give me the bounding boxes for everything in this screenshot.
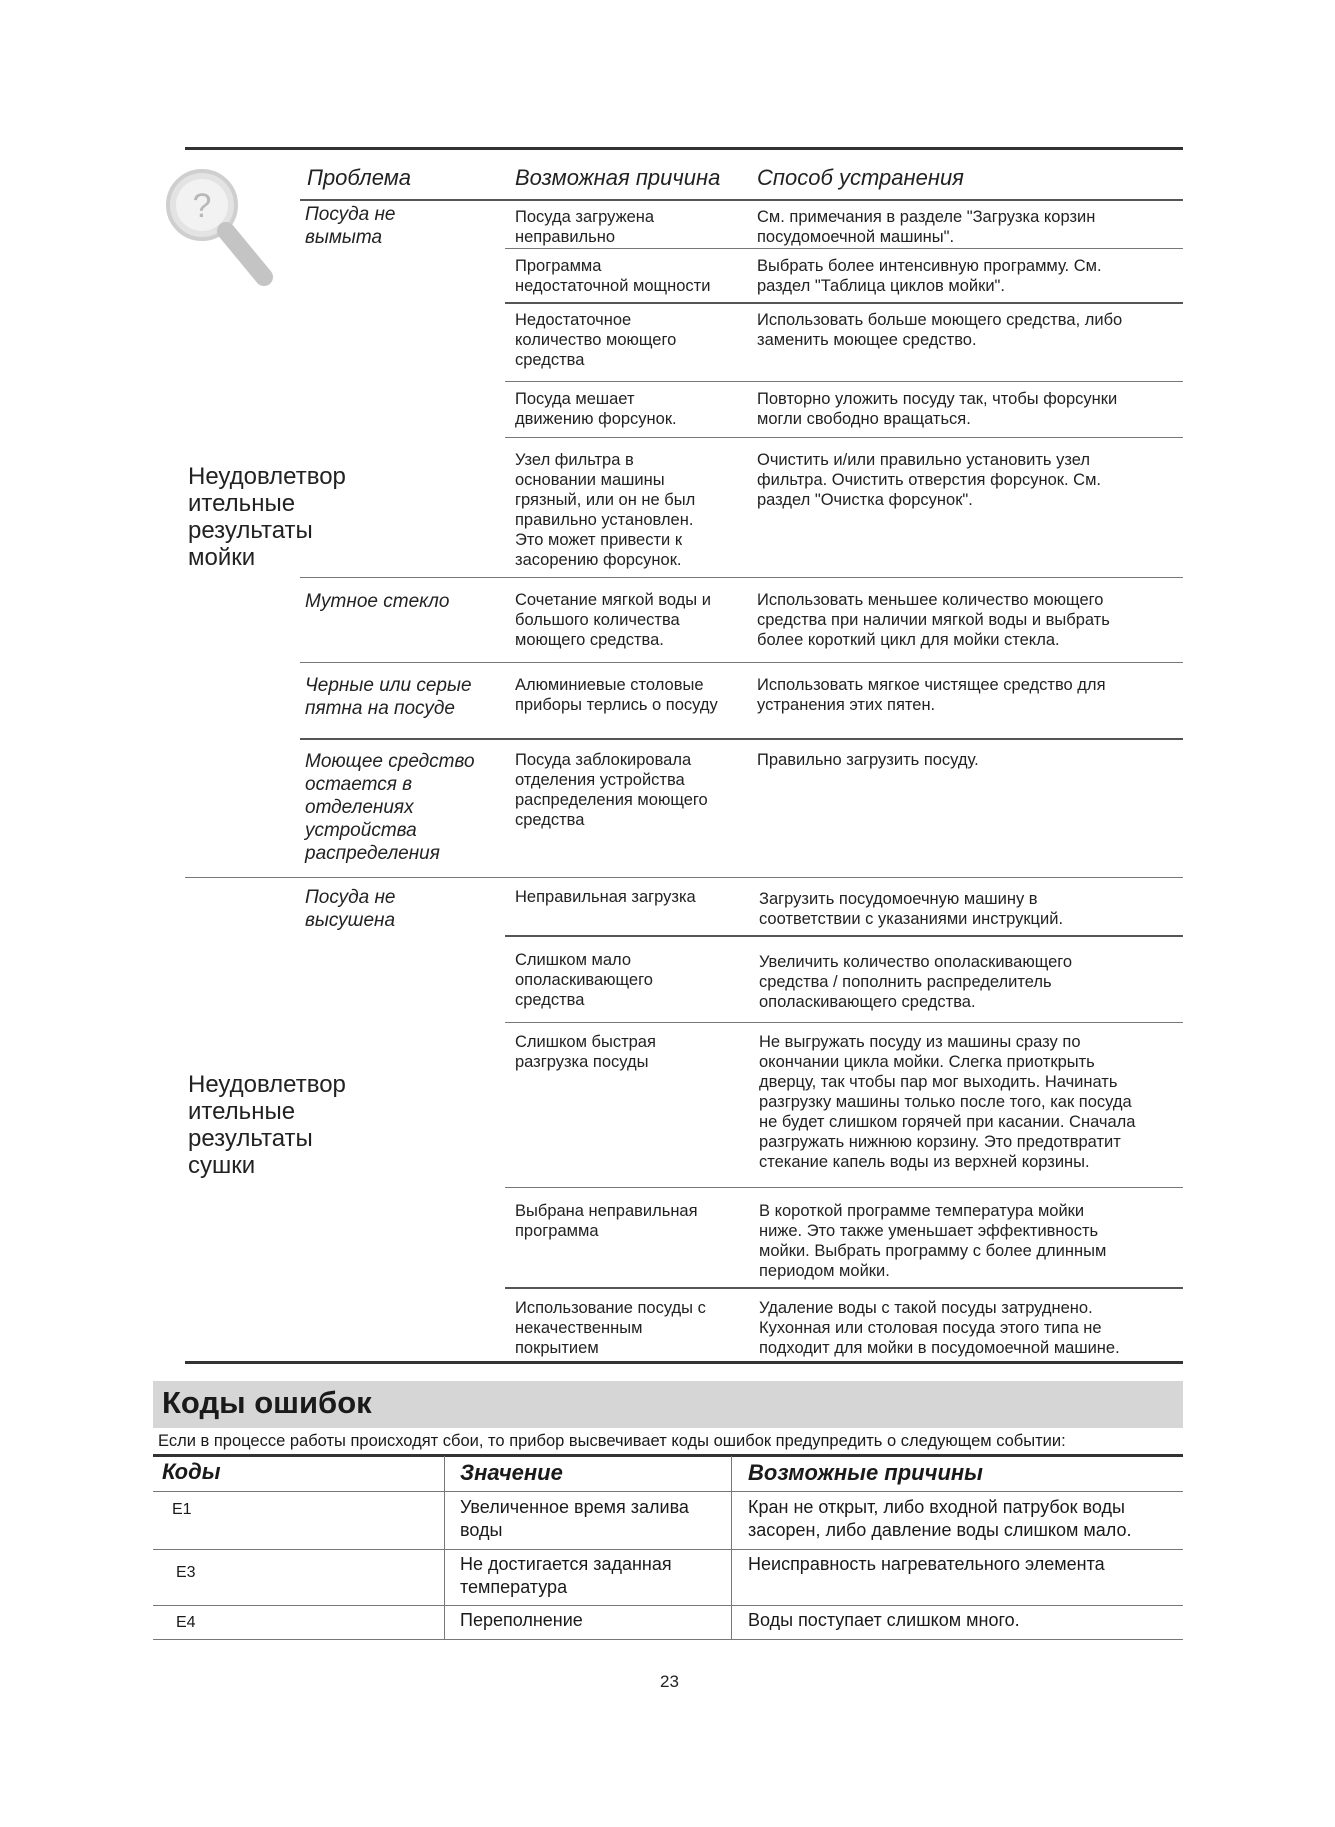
cause-9: Слишком мало ополаскивающего средства	[515, 951, 653, 1009]
remedy-10: Не выгружать посуду из машины сразу по окончании цикла мойки. Слегка приоткрыть дверцу, так чтобы пар мог выходить. Начинать разгрузку машины только после того, как посуда не будет слишком горячей при касании. Сначала разгружать нижнюю корзину. Это предотвратит стекание капель воды из верхней корзины.	[759, 1033, 1136, 1171]
problem-stains: Черные или серые пятна на посуде	[305, 675, 472, 719]
remedy-4: Очистить и/или правильно установить узел фильтра. Очистить отверстия форсунок. См. раздел "Очистка форсунок".	[757, 451, 1102, 509]
error-meaning-e1: Увеличенное время залива воды	[460, 1497, 689, 1540]
cause-7: Посуда заблокировала отделения устройства распределения моющего средства	[515, 751, 708, 829]
error-meaning-e4: Переполнение	[460, 1610, 583, 1630]
error-cause-e1: Кран не открыт, либо входной патрубок воды засорен, либо давление воды слишком мало.	[748, 1497, 1132, 1540]
header-remedy: Способ устранения	[757, 165, 964, 190]
error-cause-e4: Воды поступает слишком много.	[748, 1610, 1020, 1630]
header-problem: Проблема	[307, 165, 412, 190]
header-cause: Возможная причина	[515, 165, 721, 190]
remedy-3: Повторно уложить посуду так, чтобы форсунки могли свободно вращаться.	[757, 390, 1118, 428]
remedy-6: Использовать мягкое чистящее средство для устранения этих пятен.	[757, 676, 1106, 714]
error-codes-intro: Если в процессе работы происходят сбои, то прибор высвечивает коды ошибок предупредить о следующем событии:	[158, 1432, 1066, 1450]
error-code-e1: E1	[172, 1501, 192, 1518]
cause-0: Посуда загружена неправильно	[515, 208, 655, 246]
remedy-1: Выбрать более интенсивную программу. См. раздел "Таблица циклов мойки".	[757, 257, 1102, 295]
cause-1: Программа недостаточной мощности	[515, 257, 711, 295]
problem-cloudy-glass: Мутное стекло	[305, 591, 450, 612]
page-number: 23	[660, 1672, 679, 1691]
problem-detergent-remains: Моющее средство остается в отделениях устройства распределения	[305, 751, 475, 864]
category-wash: Неудовлетвор ительные результаты мойки	[188, 463, 346, 571]
svg-text:?: ?	[192, 187, 212, 225]
cause-10: Слишком быстрая разгрузка посуды	[515, 1033, 656, 1071]
cause-11: Выбрана неправильная программа	[515, 1202, 698, 1240]
remedy-2: Использовать больше моющего средства, либо заменить моющее средство.	[757, 311, 1123, 349]
remedy-12: Удаление воды с такой посуды затруднено. Кухонная или столовая посуда этого типа не подходит для мойки в посудомоечной машине.	[759, 1299, 1120, 1357]
remedy-8: Загрузить посудомоечную машину в соответствии с указаниями инструкций.	[759, 890, 1064, 928]
cause-2: Недостаточное количество моющего средства	[515, 311, 677, 369]
header-codes: Коды	[162, 1459, 221, 1484]
cause-6: Алюминиевые столовые приборы терлись о посуду	[515, 676, 718, 714]
error-code-e4: E4	[176, 1614, 196, 1631]
remedy-7: Правильно загрузить посуду.	[757, 751, 979, 769]
problem-not-washed: Посуда не вымыта	[305, 204, 396, 248]
error-cause-e3: Неисправность нагревательного элемента	[748, 1554, 1105, 1574]
cause-3: Посуда мешает движению форсунок.	[515, 390, 677, 428]
cause-4: Узел фильтра в основании машины грязный, или он не был правильно установлен. Это может привести к засорению форсунок.	[515, 451, 696, 569]
remedy-9: Увеличить количество ополаскивающего средства / пополнить распределитель ополаскивающего средства.	[759, 953, 1073, 1011]
magnifier-question-icon	[160, 165, 280, 295]
cause-8: Неправильная загрузка	[515, 888, 696, 906]
category-dry: Неудовлетвор ительные результаты сушки	[188, 1071, 346, 1179]
cause-12: Использование посуды с некачественным покрытием	[515, 1299, 706, 1357]
problem-not-dried: Посуда не высушена	[305, 887, 396, 931]
remedy-0: См. примечания в разделе "Загрузка корзин посудомоечной машины".	[757, 208, 1096, 246]
header-possible-causes: Возможные причины	[748, 1460, 983, 1485]
cause-5: Сочетание мягкой воды и большого количества моющего средства.	[515, 591, 711, 649]
error-code-e3: E3	[176, 1564, 196, 1581]
remedy-11: В короткой программе температура мойки ниже. Это также уменьшает эффективность мойки. Выбрать программу с более длинным периодом мойки.	[759, 1202, 1107, 1280]
error-codes-title: Коды ошибок	[162, 1385, 372, 1420]
error-meaning-e3: Не достигается заданная температура	[460, 1554, 672, 1597]
remedy-5: Использовать меньшее количество моющего средства при наличии мягкой воды и выбрать более короткий цикл для мойки стекла.	[757, 591, 1110, 649]
header-meaning: Значение	[460, 1460, 563, 1485]
